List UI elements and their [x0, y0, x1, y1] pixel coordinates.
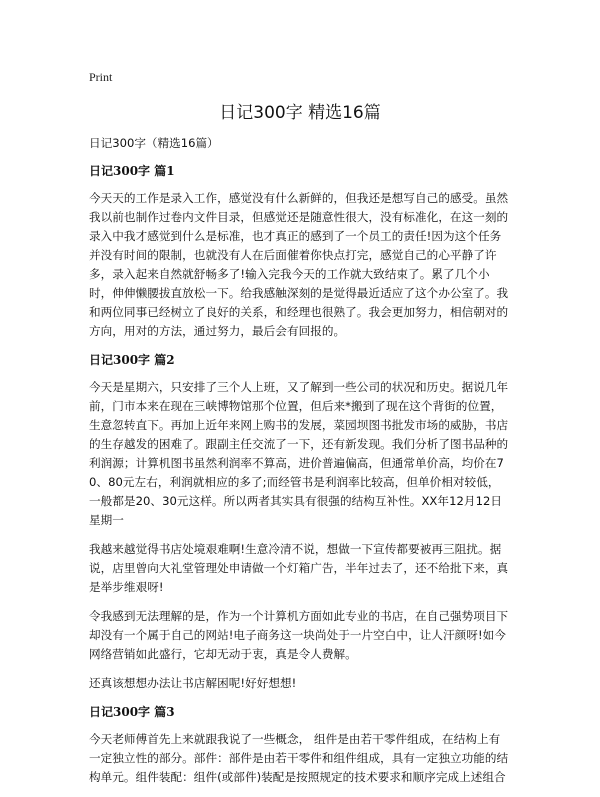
section-2-paragraph-1: 今天是星期六，只安排了三个人上班，又了解到一些公司的状况和历史。据说几年前，门市本来在现在三峡博物馆那个位置，但后来*搬到了现在这个背街的位置，生意忽转直下。再加上近年来网上购书的发展，菜园坝图书批发市场的威胁，书店的生存越发的困难了。跟副主任交流了一下，还有新发现。我们分析了图书品种的利润源；计算机图书虽然利润率不算高，进价普遍偏高，但通常单价高，均价在70、80元左右，利润就相应的多了;而经管书是利润率比较高，但单价相对较低，一般都是20、30元这样。所以两者其实具有很强的结构互补性。XX年12月12日星期一	[89, 380, 509, 527]
section-heading-2: 日记300字 篇2	[89, 353, 175, 367]
document-title: 日记300字 精选16篇	[219, 103, 381, 123]
print-label[interactable]: Print	[89, 70, 113, 84]
section-heading-1: 日记300字 篇1	[89, 164, 175, 178]
section-2-paragraph-3: 令我感到无法理解的是，作为一个计算机方面如此专业的书店，在自己强势项目下却没有一个属于自己的网站!电子商务这一块尚处于一片空白中，让人汗颜呀!如今网络营销如此盛行，它却无动于衷，真是令人费解。	[89, 609, 509, 661]
section-3-paragraph: 今天老师傅首先上来就跟我说了一些概念， 组件是由若干零件组成，在结构上有一定独立性的部分。部件：部件是由若干零件和组件组成，具有一定独立功能的结构单元。组件装配：组件(或部件)装配是按照规定的技术要求和顺序完成上述组合	[89, 732, 509, 784]
document-body	[89, 134, 511, 797]
section-2-paragraph-2: 我越来越觉得书店处境艰难啊!生意冷清不说，想做一下宣传都要被再三阻扰。据说，店里曾向大礼堂管理处申请做一个灯箱广告，半年过去了，还不给批下来，真是举步维艰呀!	[89, 542, 509, 594]
document-subtitle: 日记300字（精选16篇）	[89, 136, 219, 150]
section-heading-3: 日记300字 篇3	[89, 705, 175, 719]
section-1-paragraph: 今天天的工作是录入工作，感觉没有什么新鲜的，但我还是想写自己的感受。虽然我以前也制作过卷内文件目录，但感觉还是随意性很大，没有标准化，在这一刻的录入中我才感觉到什么是标准，也才真正的感到了一个员工的责任!因为这个任务并没有时间的限制，也就没有人在后面催着你快点打完，感觉自己的心平静了许多，录入起来自然就舒畅多了!输入完我今天的工作就大致结束了。累了几个小时，伸伸懒腰拔直放松一下。给我感触深刻的是觉得最近适应了这个办公室了。我和两位同事已经树立了良好的关系，和经理也很熟了。我会更加努力，相信朝对的方向，用对的方法，通过努力，最后会有回报的。	[89, 191, 509, 338]
section-2-paragraph-4: 还真该想想办法让书店解困呢!好好想想!	[89, 676, 297, 690]
